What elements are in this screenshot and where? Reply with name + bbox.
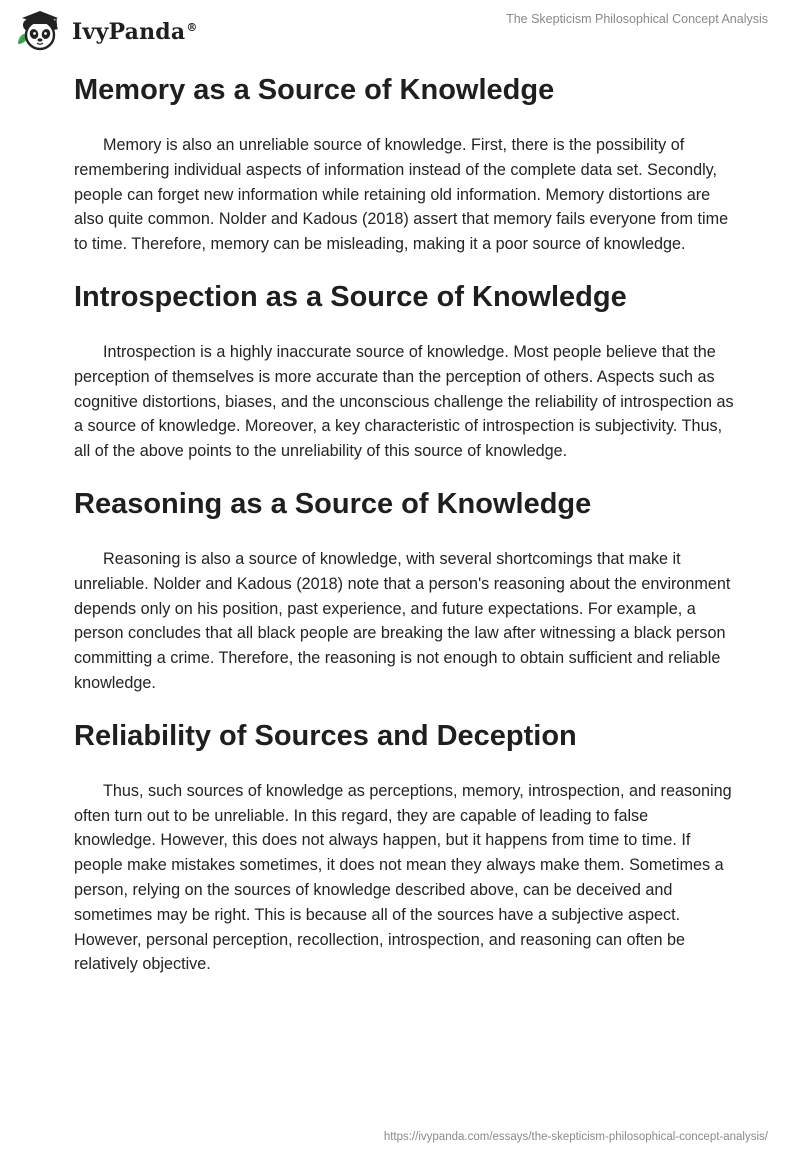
section-heading: Reasoning as a Source of Knowledge xyxy=(74,487,592,520)
section-introspection xyxy=(74,277,734,464)
section-heading: Memory as a Source of Knowledge xyxy=(74,74,555,106)
brand-name: IvyPanda® xyxy=(72,19,198,45)
section-paragraph: Memory is also an unreliable source of knowledge. First, there is the possibility of remembering individual aspects of information instead of the complete data set. Secondly, people can forget new information while retaining old information. Memory distortions are also quite common. Nolder and Kadous (2018) assert that memory fails everyone from time to time. Therefore, memory can be misleading, making it a poor source of knowledge. xyxy=(74,136,729,254)
section-paragraph: Introspection is a highly inaccurate source of knowledge. Most people believe that the perception of themselves is more accurate than the perception of others. Aspects such as cognitive distortions, biases, and the unconscious challenge the reliability of introspection as a source of knowledge. Moreover, a key characteristic of introspection is subjectivity. Thus, all of the above points to the unreliability of this source of knowledge. xyxy=(74,342,734,461)
section-memory xyxy=(74,70,734,257)
section-heading: Reliability of Sources and Deception xyxy=(74,719,577,752)
section-paragraph: Thus, such sources of knowledge as perceptions, memory, introspection, and reasoning often turn out to be unreliable. In this regard, they are capable of leading to false knowledge. However, this does not always happen, but it happens from time to time. If people make mistakes sometimes, it does not mean they always make them. Sometimes a person, relying on the sources of knowledge described above, can be deceived and sometimes may be right. This is because all of the sources have a subjective aspect. However, personal perception, recollection, introspection, and reasoning can often be relatively objective. xyxy=(74,781,732,974)
document-title: The Skepticism Philosophical Concept Analysis xyxy=(506,12,768,26)
ivypanda-logo[interactable] xyxy=(14,8,198,54)
section-paragraph: Reasoning is also a source of knowledge, with several shortcomings that make it unreliable. Nolder and Kadous (2018) note that a person's reasoning about the environment depends only on his position, past experience, and future expectations. For example, a person concludes that all black people are breaking the law after witnessing a black person committing a crime. Therefore, the reasoning is not enough to obtain sufficient and reliable knowledge. xyxy=(74,549,731,692)
registered-mark: ® xyxy=(186,20,198,34)
section-reasoning xyxy=(74,484,734,696)
page-header xyxy=(0,0,800,60)
section-reliability xyxy=(74,716,734,977)
source-url[interactable]: https://ivypanda.com/essays/the-skepticism-philosophical-concept-analysis/ xyxy=(383,1131,768,1143)
panda-graduate-icon xyxy=(14,8,66,54)
section-heading: Introspection as a Source of Knowledge xyxy=(74,280,627,313)
essay-content xyxy=(74,70,734,977)
